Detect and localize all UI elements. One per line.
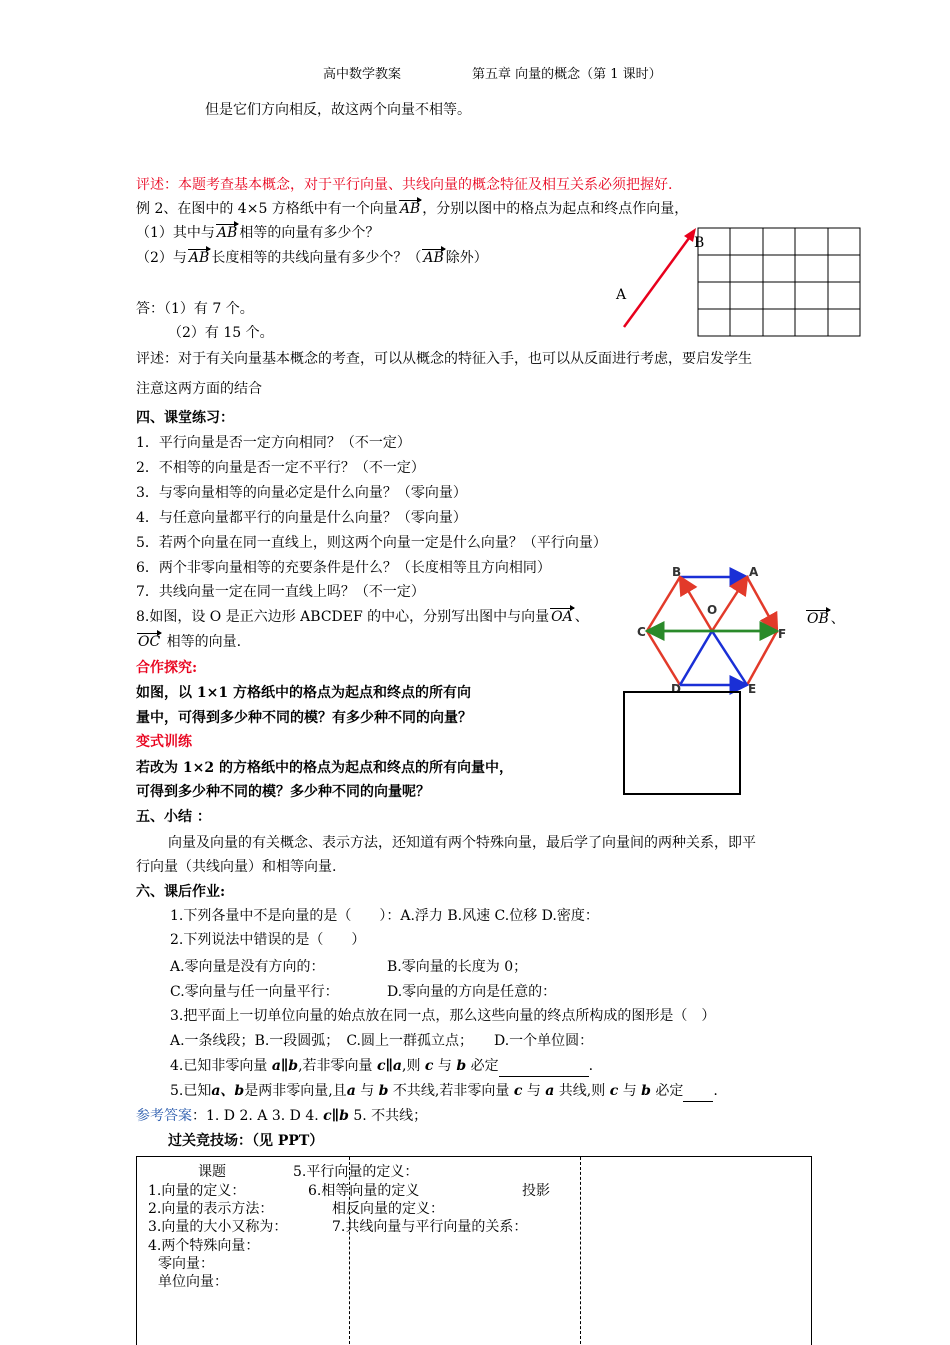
exercise-item: 1．平行向量是否一定方向相同？（不一定） xyxy=(136,435,411,451)
exercise-item: 4．与任意向量都平行的向量是什么向量？（零向量） xyxy=(136,510,467,526)
table-middle-row: 7.共线向量与平行向量的关系： xyxy=(332,1219,528,1235)
exercise-item: 3．与零向量相等的向量必定是什么向量？（零向量） xyxy=(136,485,467,501)
table-title: 课题 xyxy=(198,1164,226,1180)
exercise-item-8-line-2: OC 相等的向量. xyxy=(138,634,242,650)
hexagon-figure xyxy=(635,565,795,695)
hex-label-a: A xyxy=(749,565,759,579)
grid-figure xyxy=(600,220,870,350)
coop-title: 合作探究: xyxy=(136,660,198,676)
section-4-title: 四、课堂练习： xyxy=(136,410,234,426)
reference-answers: 参考答案：1. D 2. A 3. D 4. c∥b 5. 不共线； xyxy=(136,1108,428,1124)
review-2-line-1: 评述：对于有关向量基本概念的考查，可以从概念的特征入手，也可以从反面进行考虑，要启发学生 xyxy=(136,351,752,367)
table-row: 2.向量的表示方法： xyxy=(148,1201,274,1217)
review-2-line-2: 注意这两方面的结合 xyxy=(136,381,262,397)
vector-ab: AB xyxy=(399,201,421,217)
table-row: 单位向量： xyxy=(158,1274,228,1290)
homework-q2: 2.下列说法中错误的是（ ） xyxy=(170,932,366,948)
intro-line: 但是它们方向相反，故这两个向量不相等。 xyxy=(205,102,471,118)
hex-label-e: E xyxy=(748,682,757,696)
homework-q5: 5.已知a、b是两非零向量,且a 与 b 不共线,若非零向量 c 与 a 共线,则 c 与 b 必定 . xyxy=(170,1081,718,1102)
homework-q2c: C.零向量与任一向量平行： xyxy=(170,984,339,1000)
exercise-item: 6．两个非零向量相等的充要条件是什么？（长度相等且方向相同） xyxy=(136,560,551,576)
table-middle-row: 6.相等向量的定义 xyxy=(308,1183,420,1199)
example-2-question-1: （1）其中与 AB 相等的向量有多少个？ xyxy=(136,225,380,241)
variant-title: 变式训练 xyxy=(136,734,192,750)
table-divider-2 xyxy=(580,1157,581,1344)
variant-line-1: 若改为 1×2 的方格纸中的格点为起点和终点的所有向量中， xyxy=(136,760,513,776)
homework-q2b: B.零向量的长度为 0； xyxy=(387,959,528,975)
exercise-item: 7．共线向量一定在同一直线上吗？（不一定） xyxy=(136,584,425,600)
header-left: 高中数学教案 xyxy=(323,67,402,82)
homework-q2d: D.零向量的方向是任意的： xyxy=(387,984,557,1000)
table-projection: 投影 xyxy=(522,1183,550,1199)
section-5-title: 五、小结 ： xyxy=(136,809,211,825)
exercise-item-8: 8.如图，设 O 是正六边形 ABCDEF 的中心，分别写出图中与向量 OA 、 xyxy=(136,609,589,625)
summary-line-1: 向量及向量的有关概念、表示方法，还知道有两个特殊向量，最后学了向量间的两种关系，即平 xyxy=(168,835,756,851)
exercise-item: 5．若两个向量在同一直线上，则这两个向量一定是什么向量？（平行向量） xyxy=(136,535,607,551)
homework-q4: 4.已知非零向量 a∥b,若非零向量 c∥a,则 c 与 b 必定 . xyxy=(170,1056,593,1077)
vector-ab-arrow xyxy=(624,234,692,327)
table-middle-row: 5.平行向量的定义： xyxy=(293,1164,419,1180)
table-row: 4.两个特殊向量： xyxy=(148,1238,260,1254)
label-b: B xyxy=(694,235,705,251)
example-2-question-2: （2）与 AB 长度相等的共线向量有多少个？（ AB 除外） xyxy=(136,250,488,266)
review-1: 评述：本题考查基本概念，对于平行向量、共线向量的概念特征及相互关系必须把握好. xyxy=(136,177,673,193)
exercise-item: 2．不相等的向量是否一定不平行？（不一定） xyxy=(136,460,425,476)
homework-q2a: A.零向量是没有方向的： xyxy=(170,959,325,975)
homework-q3-options: A.一条线段；B.一段圆弧； C.圆上一群孤立点； D.一个单位圆： xyxy=(170,1033,594,1049)
table-middle-row: 相反向量的定义： xyxy=(332,1201,444,1217)
header-right: 第五章 向量的概念（第 1 课时） xyxy=(472,67,662,82)
hex-label-b: B xyxy=(672,565,682,579)
coop-line-2: 量中，可得到多少种不同的模？有多少种不同的向量？ xyxy=(136,710,472,726)
exercise-item-8-ob: OB 、 xyxy=(807,611,845,627)
example-2-line-1: 例 2、在图中的 4×5 方格纸中有一个向量 AB ，分别以图中的格点为起点和终点作向量， xyxy=(136,201,689,217)
section-6-title: 六、课后作业: xyxy=(136,884,226,900)
unit-square-figure xyxy=(623,691,741,795)
hex-label-d: D xyxy=(671,682,681,696)
answer-2: （2）有 15 个。 xyxy=(168,325,274,341)
homework-q1: 1.下列各量中不是向量的是（ ）：A.浮力 B.风速 C.位移 D.密度： xyxy=(170,908,599,924)
variant-line-2: 可得到多少种不同的模？多少种不同的向量呢？ xyxy=(136,784,430,800)
table-row: 零向量： xyxy=(158,1256,214,1272)
hex-label-f: F xyxy=(778,627,787,641)
table-row: 3.向量的大小又称为： xyxy=(148,1219,288,1235)
hex-label-o: O xyxy=(707,603,718,617)
table-row: 1.向量的定义： xyxy=(148,1183,246,1199)
homework-q3: 3.把平面上一切单位向量的始点放在同一点，那么这些向量的终点所构成的图形是（ ） xyxy=(170,1008,716,1024)
hex-label-c: C xyxy=(637,625,646,639)
coop-line-1: 如图，以 1×1 方格纸中的格点为起点和终点的所有向 xyxy=(136,685,471,701)
grid-lines xyxy=(698,228,860,336)
label-a: A xyxy=(616,287,627,303)
summary-line-2: 行向量（共线向量）和相等向量. xyxy=(136,859,337,875)
answer-1: 答：（1）有 7 个。 xyxy=(136,301,254,317)
contest-line: 过关竞技场：（见 PPT） xyxy=(168,1133,324,1149)
